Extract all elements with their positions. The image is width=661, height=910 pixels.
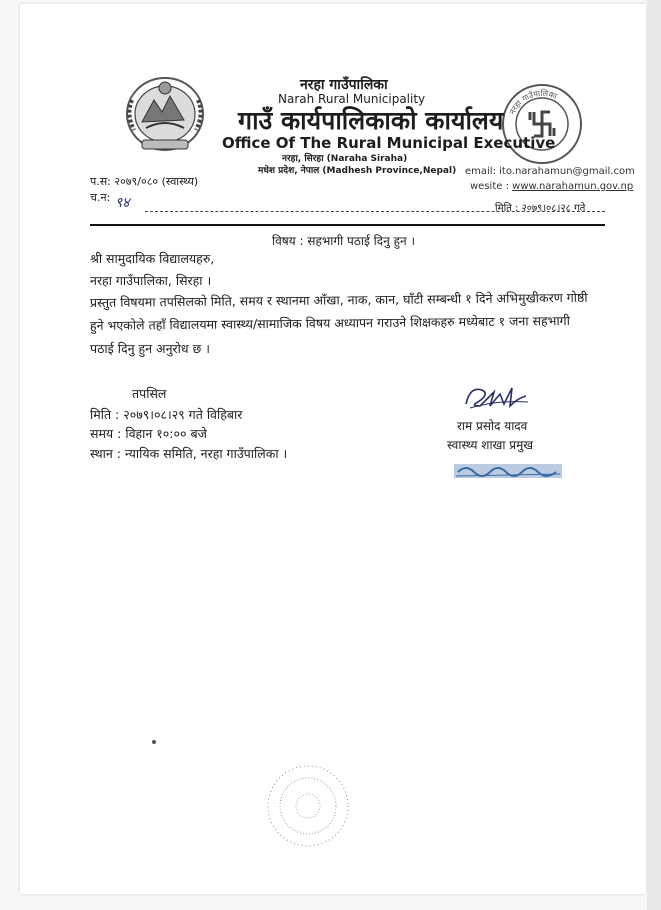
details-time: समय : विहान १०:०० बजे <box>90 426 207 441</box>
website-label: wesite : <box>470 181 509 192</box>
reference-number: प.स: २०७९/०८० (स्वास्थ्य) <box>90 175 199 188</box>
email-address: email: ito.narahamun@gmail.com <box>465 166 635 177</box>
addressee-line-1: श्री सामुदायिक विद्यालयहरु, <box>90 251 215 266</box>
municipality-name-nepali: नरहा गाउँपालिका <box>300 77 388 93</box>
subject-line: विषय : सहभागी पठाई दिनु हुन । <box>272 234 416 248</box>
signatory-name: राम प्रसोद यादव <box>457 419 528 433</box>
website <box>470 181 633 192</box>
website-link[interactable]: www.narahamun.gov.np <box>512 181 634 192</box>
svg-text:नरहा गाउँपालिका <box>508 88 559 116</box>
dashed-divider <box>145 211 605 212</box>
faint-seal-impression <box>262 760 354 852</box>
signature-mark <box>460 376 532 414</box>
signatory-title: स्वास्थ्य शाखा प्रमुख <box>447 438 534 452</box>
addressee-line-2: नरहा गाउँपालिका, सिरहा । <box>90 273 212 288</box>
address-line-2: मधेश प्रदेश, नेपाल (Madhesh Province,Nepal) <box>258 166 457 176</box>
body-paragraph-line-2: हुने भएकोले तहाँ विद्यालयमा स्वास्थ्य/सामाजिक विषय अध्यापन गराउने शिक्षकहरु मध्येबाट १ जना सहभागी <box>89 312 570 333</box>
office-name-english: Office Of The Rural Municipal Executive <box>222 134 556 152</box>
scan-edge <box>647 0 661 910</box>
header-rule <box>90 224 605 226</box>
details-place: स्थान : न्यायिक समिति, नरहा गाउँपालिका । <box>90 446 288 461</box>
dispatch-number-label: च.न: <box>90 191 111 204</box>
address-line-1: नरहा, सिरहा (Naraha Siraha) <box>282 154 408 164</box>
municipality-name-english: Narah Rural Municipality <box>278 92 426 106</box>
body-paragraph-line-1: प्रस्तुत विषयमा तपसिलको मिति, समय र स्थानमा आँखा, नाक, कान, घाँटी सम्बन्धी १ दिने अभिमुखीकरण गोष्ठी <box>89 289 588 310</box>
seal-text: नरहा गाउँपालिका <box>507 88 559 116</box>
nepal-emblem-logo <box>120 70 210 155</box>
dispatch-number-value: ९४ <box>115 195 130 211</box>
scan-speck <box>152 740 156 744</box>
municipality-seal-logo <box>500 82 584 166</box>
body-paragraph-line-3: पठाई दिनु हुन अनुरोध छ । <box>90 341 211 356</box>
letter-date: मिति : २०७९।०८।२८ गते <box>495 203 586 214</box>
official-stamp-mark <box>452 458 564 482</box>
details-heading: तपसिल <box>132 386 167 401</box>
office-name-nepali: गाउँ कार्यपालिकाको कार्यालय <box>238 106 504 135</box>
details-date: मिति : २०७९।०८।२९ गते विहिबार <box>90 407 243 422</box>
